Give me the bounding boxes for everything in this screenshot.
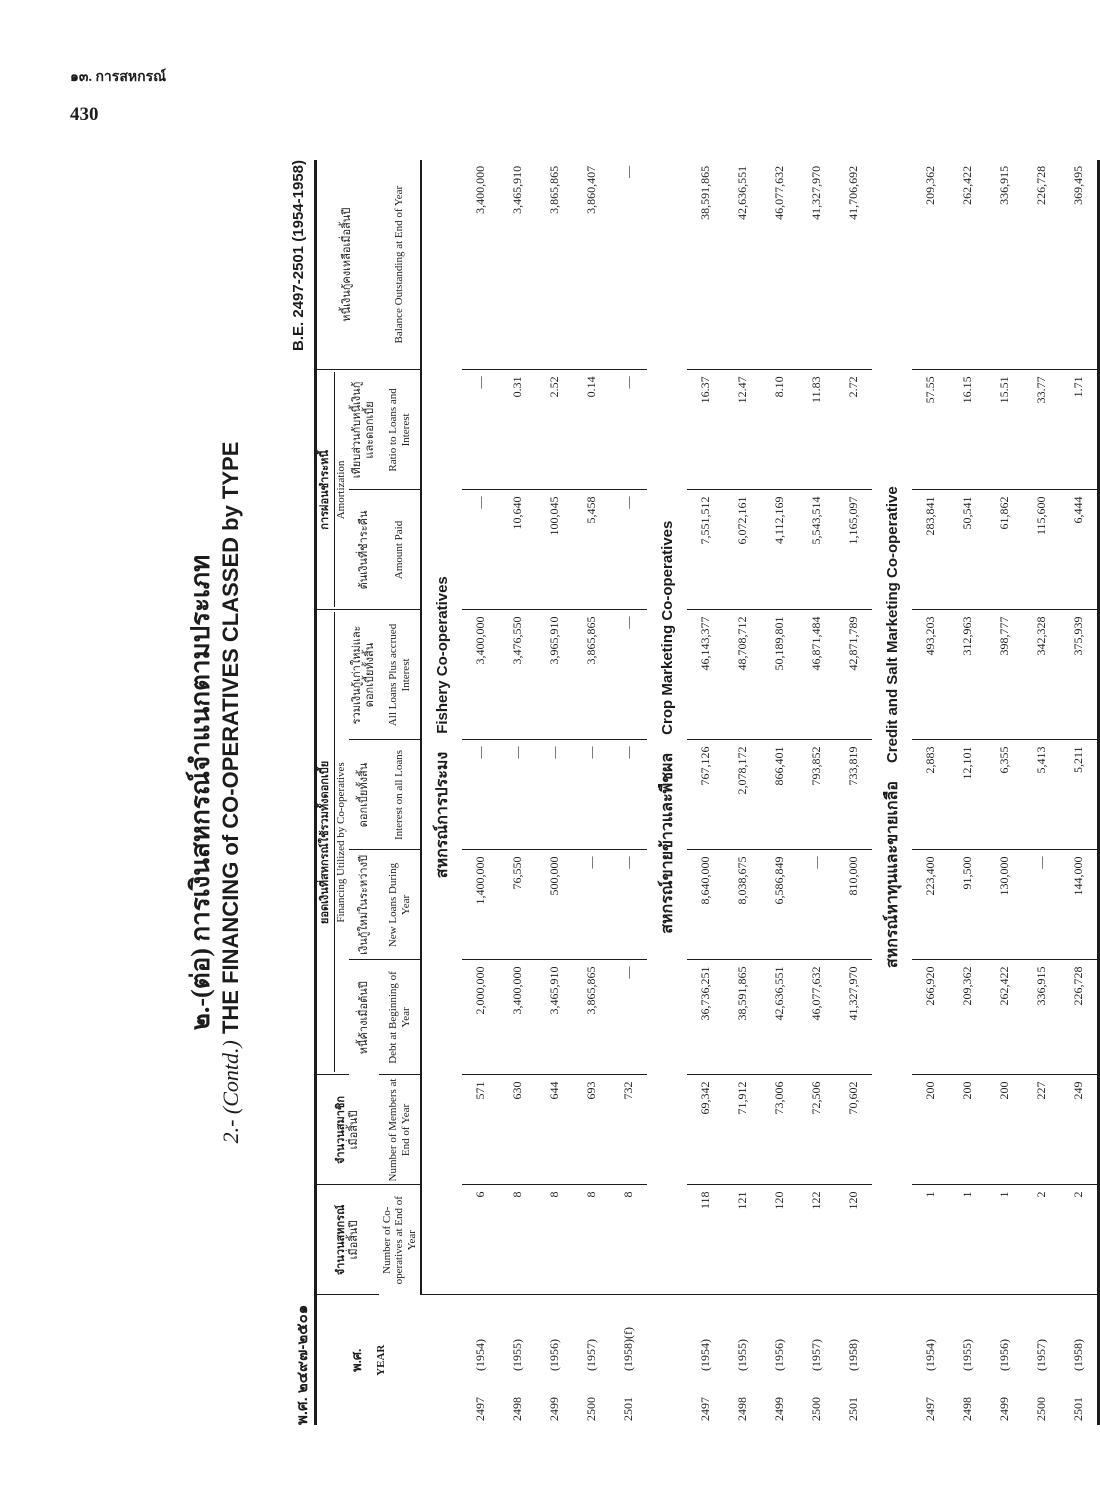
- section-header-row: [647, 160, 687, 1425]
- newloans-cell: 144,000: [1060, 850, 1099, 960]
- year-be-cell: 2501: [1071, 1397, 1086, 1421]
- coops-cell: 6: [462, 1185, 499, 1295]
- balance-header-thai: หนี้เงินกู้คงเหลือเมื่อสิ้นปี: [316, 160, 379, 370]
- newloans-cell: —: [610, 850, 647, 960]
- allloans-header-english: All Loans Plus accrued Interest: [379, 610, 422, 740]
- table-row: [798, 160, 835, 1425]
- year-be-cell: 2499: [997, 1397, 1012, 1421]
- year-ce-cell: (1956): [997, 1339, 1012, 1371]
- table-row: [835, 160, 872, 1425]
- allloans-cell: —: [610, 610, 647, 740]
- members-cell: 571: [462, 1075, 499, 1185]
- allloans-cell: 398,777: [986, 610, 1023, 740]
- section-header-row: [421, 160, 462, 1425]
- paid-cell: 283,841: [912, 490, 949, 610]
- coops-cell: 118: [687, 1185, 724, 1295]
- newloans-cell: 6,586,849: [761, 850, 798, 960]
- ratio-cell: 16.15: [949, 370, 986, 490]
- financing-group-header: ยอดเงินที่สหกรณ์ใช้รวมทั้งดอกเบี้ย Financing Utilized by Co-operatives: [316, 610, 350, 1075]
- section-title-english: Fishery Co-operatives: [433, 576, 451, 734]
- table-header: [316, 160, 422, 1425]
- ratio-cell: 15.51: [986, 370, 1023, 490]
- paid-cell: 10,640: [499, 490, 536, 610]
- table-row: [724, 160, 761, 1425]
- coops-header-english: Number of Co-operatives at End of Year: [379, 1185, 422, 1295]
- members-cell: 69,342: [687, 1075, 724, 1185]
- coops-cell: 8: [610, 1185, 647, 1295]
- paid-cell: 1,165,097: [835, 490, 872, 610]
- section-title: [872, 160, 912, 1295]
- debt-cell: 262,422: [986, 960, 1023, 1075]
- members-cell: 200: [949, 1075, 986, 1185]
- newloans-cell: 1,400,000: [462, 850, 499, 960]
- balance-cell: 3,400,000: [462, 160, 499, 370]
- ratio-cell: 12.47: [724, 370, 761, 490]
- members-cell: 249: [1060, 1075, 1099, 1185]
- year-be-cell: 2500: [584, 1397, 599, 1421]
- coops-header-thai: จำนวนสหกรณ์ เมื่อสิ้นปี: [316, 1185, 379, 1295]
- paid-cell: —: [610, 490, 647, 610]
- paid-cell: —: [462, 490, 499, 610]
- paid-cell: 100,045: [536, 490, 573, 610]
- debt-cell: 36,736,251: [687, 960, 724, 1075]
- coops-cell: 8: [499, 1185, 536, 1295]
- interest-cell: —: [536, 740, 573, 850]
- interest-cell: 793,852: [798, 740, 835, 850]
- coops-cell: 2: [1023, 1185, 1060, 1295]
- debt-cell: —: [610, 960, 647, 1075]
- year-be-cell: 2500: [1034, 1397, 1049, 1421]
- interest-cell: 2,078,172: [724, 740, 761, 850]
- coops-cell: 8: [573, 1185, 610, 1295]
- members-header-english: Number of Members at End of Year: [379, 1075, 422, 1185]
- allloans-cell: 46,143,377: [687, 610, 724, 740]
- debt-cell: 336,915: [1023, 960, 1060, 1075]
- ratio-cell: 2.72: [835, 370, 872, 490]
- year-ce-cell: (1957): [1034, 1339, 1049, 1371]
- newloans-cell: 76,550: [499, 850, 536, 960]
- balance-cell: 336,915: [986, 160, 1023, 370]
- coops-cell: 121: [724, 1185, 761, 1295]
- section-title-english: Crop Marketing Co-operatives: [658, 520, 676, 735]
- newloans-cell: 130,000: [986, 850, 1023, 960]
- paid-cell: 50,541: [949, 490, 986, 610]
- allloans-cell: 3,965,910: [536, 610, 573, 740]
- period-thai: พ.ศ. ๒๔๙๗-๒๕๐๑: [294, 1304, 311, 1425]
- year-be-cell: 2498: [510, 1397, 525, 1421]
- newloans-cell: 810,000: [835, 850, 872, 960]
- members-cell: 71,912: [724, 1075, 761, 1185]
- table-row: [499, 160, 536, 1425]
- members-cell: 630: [499, 1075, 536, 1185]
- allloans-cell: 312,963: [949, 610, 986, 740]
- paid-cell: 6,072,161: [724, 490, 761, 610]
- allloans-cell: 3,476,550: [499, 610, 536, 740]
- debt-cell: 2,000,000: [462, 960, 499, 1075]
- table-row: [949, 160, 986, 1425]
- allloans-cell: 50,189,801: [761, 610, 798, 740]
- ratio-cell: 11.83: [798, 370, 835, 490]
- debt-header-english: Debt at Beginning of Year: [379, 960, 422, 1075]
- year-be-cell: 2499: [772, 1397, 787, 1421]
- ratio-cell: 0.31: [499, 370, 536, 490]
- debt-cell: 3,400,000: [499, 960, 536, 1075]
- debt-cell: 226,728: [1060, 960, 1099, 1075]
- newloans-header-english: New Loans During Year: [379, 850, 422, 960]
- balance-cell: 41,706,692: [835, 160, 872, 370]
- debt-header-thai: หนี้ค้างเมื่อต้นปี: [357, 981, 370, 1055]
- ratio-cell: —: [462, 370, 499, 490]
- debt-cell: 3,865,865: [573, 960, 610, 1075]
- ratio-header-english: Ratio to Loans and Interest: [379, 370, 422, 490]
- debt-cell: 42,636,551: [761, 960, 798, 1075]
- year-be-cell: 2497: [923, 1397, 938, 1421]
- year-ce-cell: (1955): [735, 1339, 750, 1371]
- table-row: [573, 160, 610, 1425]
- year-ce-cell: (1956): [772, 1339, 787, 1371]
- interest-cell: 767,126: [687, 740, 724, 850]
- section-spacer: [872, 1295, 912, 1425]
- members-cell: 73,006: [761, 1075, 798, 1185]
- interest-cell: 733,819: [835, 740, 872, 850]
- year-ce-cell: (1954): [473, 1339, 488, 1371]
- year-ce-cell: (1954): [923, 1339, 938, 1371]
- members-cell: 70,602: [835, 1075, 872, 1185]
- ratio-cell: 1.71: [1060, 370, 1099, 490]
- members-header-thai: จำนวนสมาชิก เมื่อสิ้นปี: [316, 1075, 379, 1185]
- chapter-label: ๑๓. การสหกรณ์: [70, 70, 167, 85]
- debt-cell: 3,465,910: [536, 960, 573, 1075]
- ratio-cell: 2.52: [536, 370, 573, 490]
- section-title-thai: สหกรณ์หาทุนและขายเกลือ: [883, 781, 901, 969]
- year-be-cell: 2497: [698, 1397, 713, 1421]
- interest-cell: 12,101: [949, 740, 986, 850]
- balance-cell: 3,865,865: [536, 160, 573, 370]
- members-cell: 732: [610, 1075, 647, 1185]
- balance-cell: 209,362: [912, 160, 949, 370]
- interest-cell: 5,413: [1023, 740, 1060, 850]
- allloans-cell: 375,939: [1060, 610, 1099, 740]
- paid-cell: 4,112,169: [761, 490, 798, 610]
- members-cell: 200: [912, 1075, 949, 1185]
- coops-cell: 120: [835, 1185, 872, 1295]
- newloans-cell: 8,640,000: [687, 850, 724, 960]
- ratio-cell: 8.10: [761, 370, 798, 490]
- coops-cell: 1: [949, 1185, 986, 1295]
- members-cell: 227: [1023, 1075, 1060, 1185]
- table-row: [536, 160, 573, 1425]
- newloans-cell: —: [1023, 850, 1060, 960]
- section-title-thai: สหกรณ์การประมง: [433, 751, 451, 879]
- section-title-thai: สหกรณ์ขายข้าวและพืชผล: [658, 752, 676, 934]
- table-row: [986, 160, 1023, 1425]
- balance-cell: 369,495: [1060, 160, 1099, 370]
- table-row: [610, 160, 647, 1425]
- newloans-cell: 8,038,675: [724, 850, 761, 960]
- period-english: B.E. 2497-2501 (1954-1958): [290, 160, 307, 351]
- section-header-row: [872, 160, 912, 1425]
- year-be-cell: 2497: [473, 1397, 488, 1421]
- ratio-cell: 16.37: [687, 370, 724, 490]
- year-be-cell: 2500: [809, 1397, 824, 1421]
- balance-cell: 46,077,632: [761, 160, 798, 370]
- interest-header-english: Interest on all Loans: [379, 740, 422, 850]
- interest-cell: —: [610, 740, 647, 850]
- title-main: THE FINANCING of CO-OPERATIVES CLASSED by TYPE: [218, 441, 243, 1035]
- allloans-cell: 48,708,712: [724, 610, 761, 740]
- year-ce-cell: (1957): [809, 1339, 824, 1371]
- ratio-cell: 57.55: [912, 370, 949, 490]
- coops-cell: 122: [798, 1185, 835, 1295]
- rotated-table-page: [172, 160, 1086, 1425]
- table-row: [687, 160, 724, 1425]
- table-title-english: [218, 160, 244, 1425]
- paid-cell: 5,543,514: [798, 490, 835, 610]
- year-be-cell: 2499: [547, 1397, 562, 1421]
- paid-header-english: Amount Paid: [379, 490, 422, 610]
- ratio-cell: 0.14: [573, 370, 610, 490]
- newloans-cell: —: [573, 850, 610, 960]
- table-row: [1060, 160, 1099, 1425]
- newloans-cell: 500,000: [536, 850, 573, 960]
- paid-cell: 6,444: [1060, 490, 1099, 610]
- coops-cell: 2: [1060, 1185, 1099, 1295]
- year-header-thai: พ.ศ.: [349, 1348, 365, 1372]
- year-be-cell: 2501: [846, 1397, 861, 1421]
- coops-cell: 1: [986, 1185, 1023, 1295]
- coops-cell: 120: [761, 1185, 798, 1295]
- year-be-cell: 2501: [621, 1397, 636, 1421]
- year-ce-cell: (1954): [698, 1339, 713, 1371]
- paid-cell: 61,862: [986, 490, 1023, 610]
- allloans-cell: 46,871,484: [798, 610, 835, 740]
- year-ce-cell: (1958): [1071, 1339, 1086, 1371]
- newloans-cell: 223,400: [912, 850, 949, 960]
- table-row: [462, 160, 499, 1425]
- interest-cell: 866,401: [761, 740, 798, 850]
- newloans-header-thai: เงินกู้ใหม่ในระหว่างปี: [349, 850, 378, 960]
- members-cell: 72,506: [798, 1075, 835, 1185]
- paid-cell: 115,600: [1023, 490, 1060, 610]
- newloans-cell: —: [798, 850, 835, 960]
- debt-cell: 266,920: [912, 960, 949, 1075]
- amortization-group-header: การผ่อนชำระหนี้ Amortization: [316, 370, 350, 610]
- page-number: 430: [70, 104, 99, 125]
- table-row: [761, 160, 798, 1425]
- year-be-cell: 2498: [735, 1397, 750, 1421]
- year-header: [316, 1295, 422, 1425]
- coops-cell: 8: [536, 1185, 573, 1295]
- allloans-cell: 493,203: [912, 610, 949, 740]
- debt-cell: 46,077,632: [798, 960, 835, 1075]
- members-cell: 200: [986, 1075, 1023, 1185]
- members-cell: 693: [573, 1075, 610, 1185]
- year-header-english: YEAR: [375, 1344, 388, 1376]
- balance-header-english: Balance Outstanding at End of Year: [379, 160, 422, 370]
- year-ce-cell: (1958): [846, 1339, 861, 1371]
- table-row: [912, 160, 949, 1425]
- interest-cell: 5,211: [1060, 740, 1099, 850]
- newloans-cell: 91,500: [949, 850, 986, 960]
- balance-cell: 38,591,865: [687, 160, 724, 370]
- debt-cell: 38,591,865: [724, 960, 761, 1075]
- balance-cell: 3,465,910: [499, 160, 536, 370]
- balance-cell: 262,422: [949, 160, 986, 370]
- financing-table: [314, 160, 1100, 1425]
- balance-cell: 42,636,551: [724, 160, 761, 370]
- table-body: [421, 160, 1099, 1425]
- section-title: [647, 160, 687, 1295]
- paid-cell: 7,551,512: [687, 490, 724, 610]
- section-spacer: [421, 1295, 462, 1425]
- section-title-english: Credit and Salt Marketing Co-operative: [883, 486, 901, 764]
- year-be-cell: 2498: [960, 1397, 975, 1421]
- allloans-cell: 3,865,865: [573, 610, 610, 740]
- paid-header-thai: ต้นเงินที่ชำระคืน: [349, 490, 378, 610]
- title-prefix: 2.- (Contd.): [218, 1040, 243, 1144]
- section-spacer: [647, 1295, 687, 1425]
- allloans-cell: 42,871,789: [835, 610, 872, 740]
- allloans-cell: 3,400,000: [462, 610, 499, 740]
- coops-cell: 1: [912, 1185, 949, 1295]
- interest-cell: —: [573, 740, 610, 850]
- paid-cell: 5,458: [573, 490, 610, 610]
- balance-cell: 41,327,970: [798, 160, 835, 370]
- ratio-header-thai: เทียบส่วนกับหนี้เงินกู้และดอกเบี้ย: [349, 370, 378, 490]
- balance-cell: 226,728: [1023, 160, 1060, 370]
- ratio-cell: —: [610, 370, 647, 490]
- year-ce-cell: (1955): [510, 1339, 525, 1371]
- balance-cell: 3,860,407: [573, 160, 610, 370]
- interest-cell: —: [499, 740, 536, 850]
- interest-cell: 2,883: [912, 740, 949, 850]
- year-ce-cell: (1958)(f): [621, 1327, 636, 1371]
- ratio-cell: 33.77: [1023, 370, 1060, 490]
- section-title: [421, 160, 462, 1295]
- debt-cell: 209,362: [949, 960, 986, 1075]
- members-cell: 644: [536, 1075, 573, 1185]
- debt-cell: 41,327,970: [835, 960, 872, 1075]
- year-ce-cell: (1956): [547, 1339, 562, 1371]
- interest-cell: 6,355: [986, 740, 1023, 850]
- interest-cell: —: [462, 740, 499, 850]
- allloans-cell: 342,328: [1023, 610, 1060, 740]
- year-ce-cell: (1955): [960, 1339, 975, 1371]
- table-row: [1023, 160, 1060, 1425]
- year-ce-cell: (1957): [584, 1339, 599, 1371]
- interest-header-thai: ดอกเบี้ยทั้งสิ้น: [349, 740, 378, 850]
- balance-cell: —: [610, 160, 647, 370]
- table-title-thai: ๒.-(ต่อ) การเงินสหกรณ์จำแนกตามประเภท: [186, 554, 215, 1031]
- allloans-header-thai: รวมเงินกู้เก่าใหม่และดอกเบี้ยทั้งสิ้น: [349, 610, 378, 740]
